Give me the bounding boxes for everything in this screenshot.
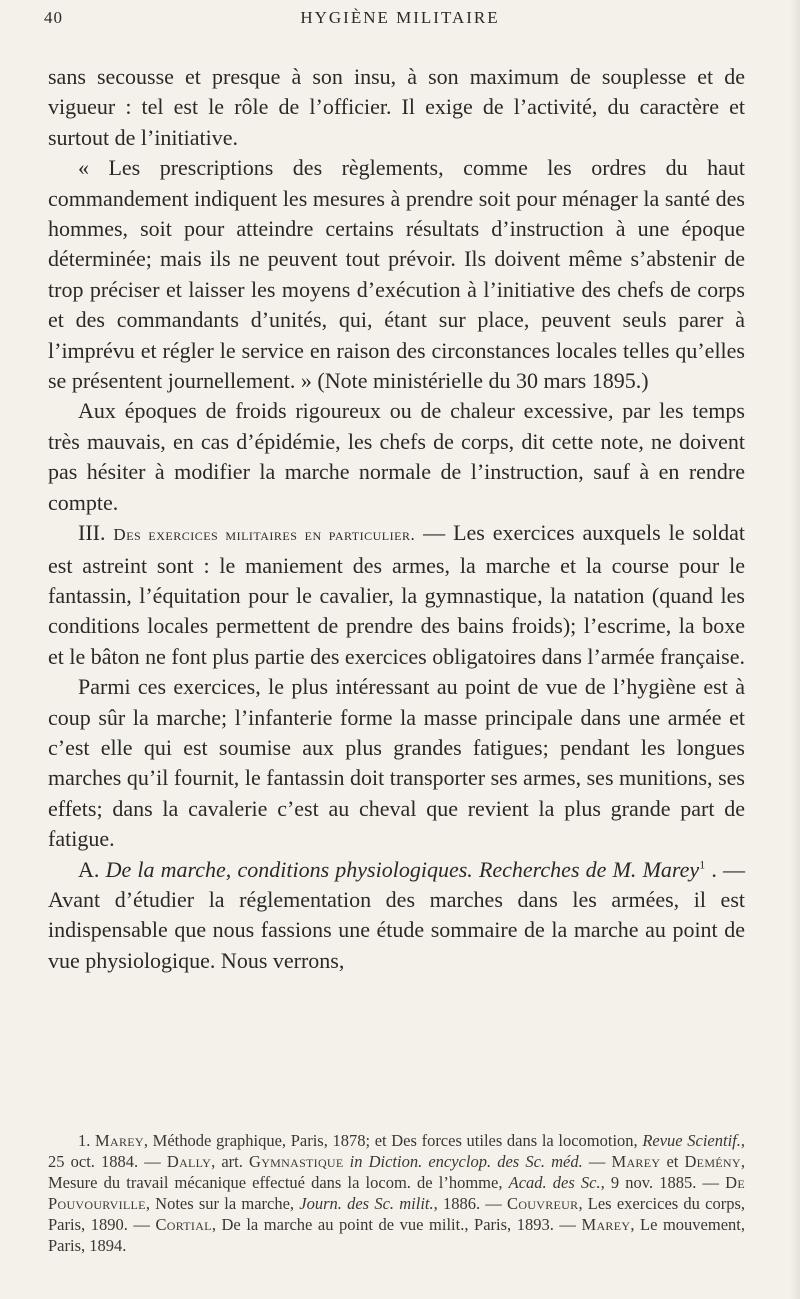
section-text: — Les exercices auxquels le soldat est astreint sont : le maniement des armes, la marche et la course pour le fantassin, l’équitation pour le cavalier, la gymnastique, la natation (quand les conditions locales permettent de prendre des bains froids); l’escrime, la boxe et le bâton ne font plus partie des exercices obligatoires dans l’armée française. [48, 520, 746, 669]
footnote: 1. Marey, Méthode graphique, Paris, 1878; et Des forces utiles dans la locomotion, Revue Scientif., 25 oct. 1884. — Dally, art. Gymnastique in Diction. encyclop. des Sc. méd. — Marey et Demény, Mesure du travail mécanique effectué dans la locom. de l’homme, Acad. des Sc., 9 nov. 1885. — De Pouvourville, Notes sur la marche, Journ. des Sc. milit., 1886. — Couvreur, Les exercices du corps, Paris, 1890. — Cortial, De la marche au point de vue milit., Paris, 1893. — Marey, Le mouvement, Paris, 1894. [48, 1131, 745, 1255]
footnote-ref: 1 [699, 857, 706, 872]
running-title: HYGIÈNE MILITAIRE [300, 8, 500, 27]
section-heading: Des exercices militaires en particulier. [113, 525, 416, 545]
subsection-text: . — Avant d’étudier la réglementation des marches dans les armées, il est indispensable que nous fassions une étude sommaire de la marche au point de vue physiologique. Nous verrons, [48, 856, 746, 973]
paragraph: Parmi ces exercices, le plus intéressant au point de vue de l’hygiène est à coup sûr la marche; l’infanterie forme la masse principale dans une armée et c’est elle qui est soumise aux plus grandes fatigues; pendant les longues marches qu’il fournit, le fantassin doit transporter ses armes, ses munitions, ses effets; dans la cavalerie c’est au cheval que revient la plus grande part de fatigue. [48, 674, 745, 852]
subsection-label: A. [78, 856, 100, 882]
subsection-paragraph [48, 855, 745, 977]
subsection-title: De la marche, conditions physiologiques. Recherches de M. Marey [105, 856, 700, 882]
running-header [44, 8, 756, 34]
footnotes [48, 1130, 745, 1256]
section-number: III. [78, 520, 106, 546]
main-text [48, 62, 745, 976]
paragraph: « Les prescriptions des règlements, comme les ordres du haut commandement indiquent les mesures à prendre soit pour ménager la santé des hommes, soit pour atteindre certains résultats d’instruction à une époque déterminée; mais ils ne peuvent tout prévoir. Ils doivent même s’abstenir de trop préciser et laisser les moyens d’exécution à l’initiative des chefs de corps et des commandants d’unités, qui, étant sur place, peuvent seuls parer à l’imprévu et régler le service en raison des circonstances locales telles qu’elles se présentent journellement. » (Note ministérielle du 30 mars 1895.) [48, 155, 745, 394]
section-paragraph [48, 518, 745, 672]
paragraph: sans secousse et presque à son insu, à son maximum de souplesse et de vigueur : tel est le rôle de l’officier. Il exige de l’activité, du caractère et surtout de l’initiative. [48, 64, 745, 150]
page-edge-shadow [790, 0, 800, 1299]
page-number: 40 [44, 8, 63, 27]
paragraph: Aux époques de froids rigoureux ou de chaleur excessive, par les temps très mauvais, en cas d’épidémie, les chefs de corps, dit cette note, ne doivent pas hésiter à modifier la marche normale de l’instruction, sauf à en rendre compte. [48, 398, 745, 515]
